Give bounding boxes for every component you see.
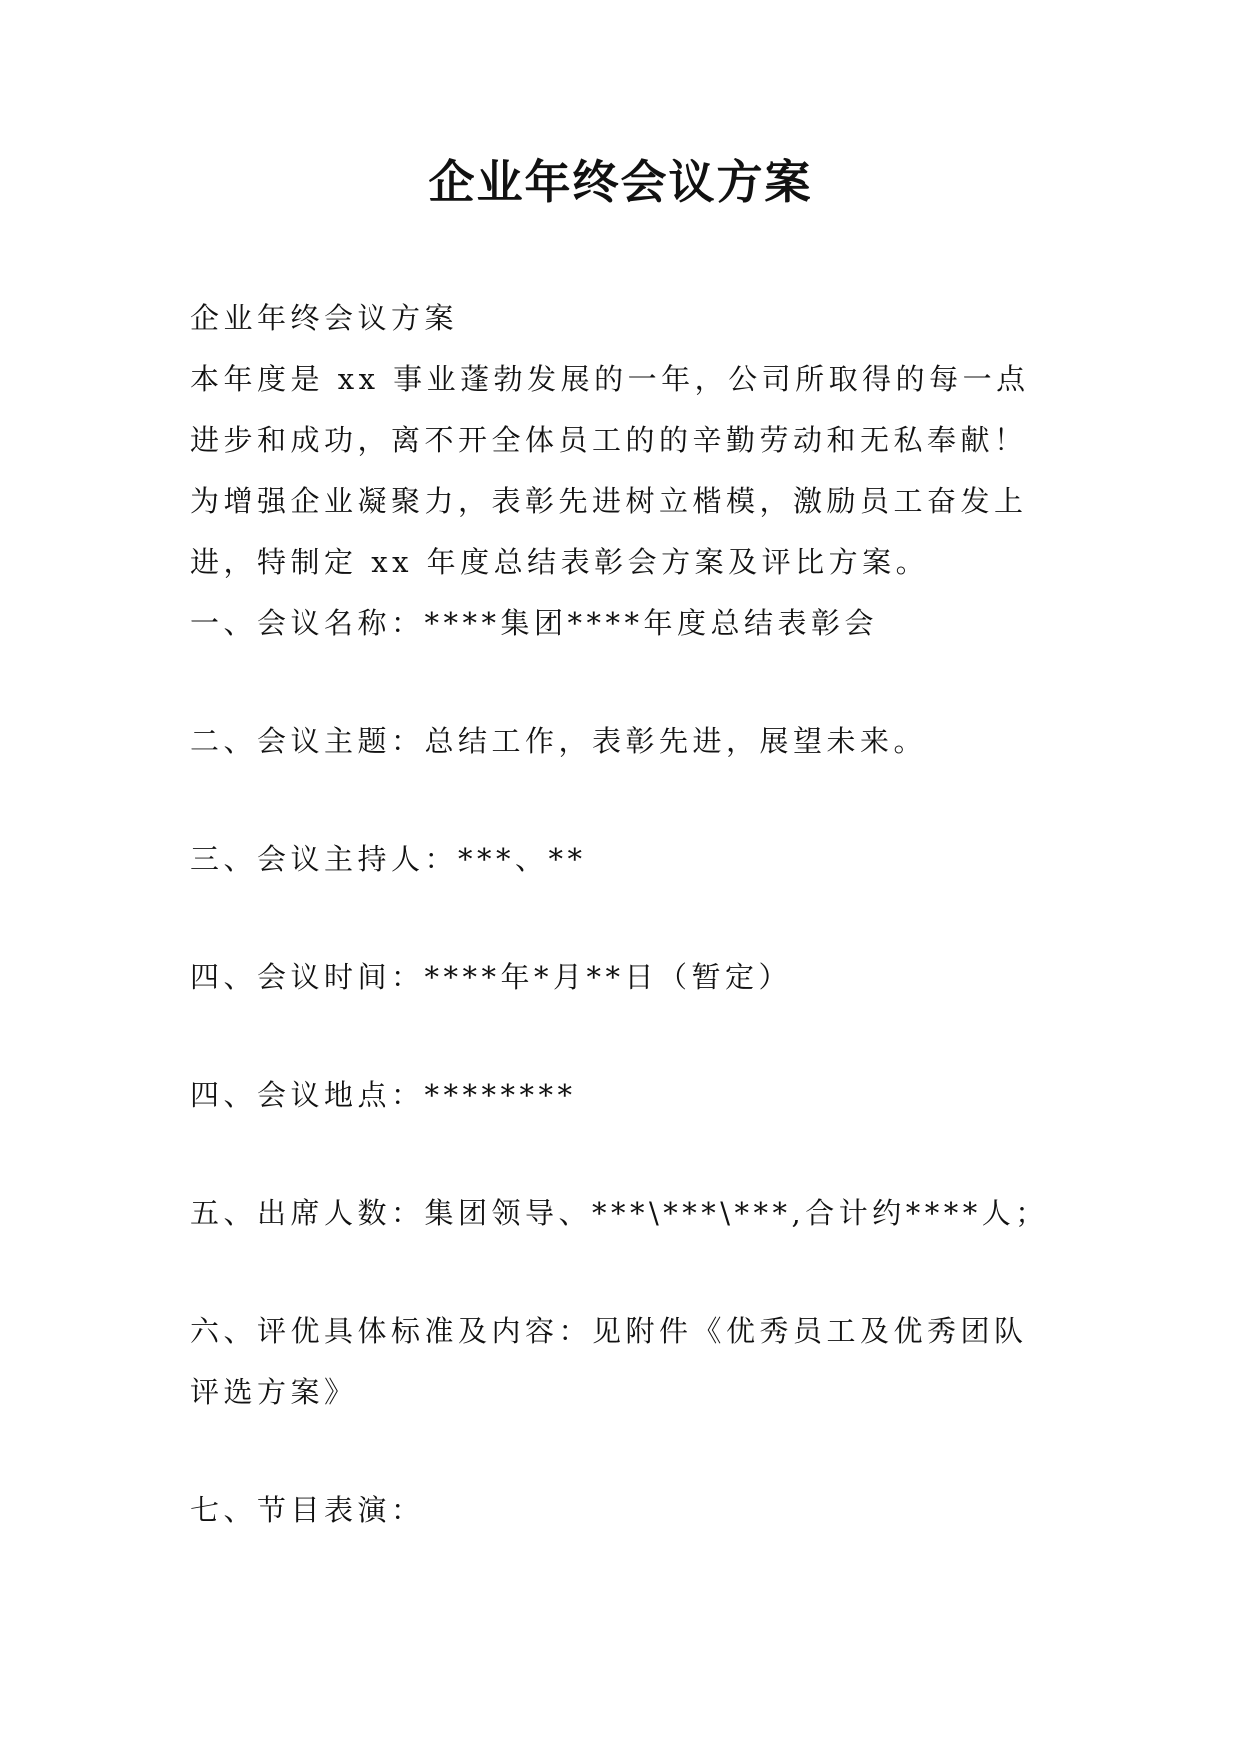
document-body: [190, 288, 1050, 1541]
intro-paragraph: 本年度是 xx 事业蓬勃发展的一年，公司所取得的每一点进步和成功，离不开全体员工的的辛勤劳动和无私奉献！为增强企业凝聚力，表彰先进树立楷模，激励员工奋发上进，特制定 xx 年度总结表彰会方案及评比方案。: [190, 362, 1030, 579]
item-meeting-host: 三、会议主持人：***、**: [190, 842, 587, 876]
item-evaluation-criteria: 六、评优具体标准及内容：见附件《优秀员工及优秀团队评选方案》: [190, 1314, 1028, 1409]
item-meeting-theme: 二、会议主题：总结工作，表彰先进，展望未来。: [190, 724, 928, 758]
item-performances: 七、节目表演：: [190, 1493, 425, 1527]
item-attendance: 五、出席人数：集团领导、***\***\***,合计约****人；: [190, 1196, 1049, 1230]
item-meeting-name: 一、会议名称：****集团****年度总结表彰会: [190, 606, 879, 640]
item-meeting-time: 四、会议时间：****年*月**日（暂定）: [190, 960, 793, 994]
subtitle-line: 企业年终会议方案: [190, 301, 459, 335]
document-title: 企业年终会议方案: [428, 155, 813, 209]
item-meeting-location: 四、会议地点：********: [190, 1078, 577, 1112]
